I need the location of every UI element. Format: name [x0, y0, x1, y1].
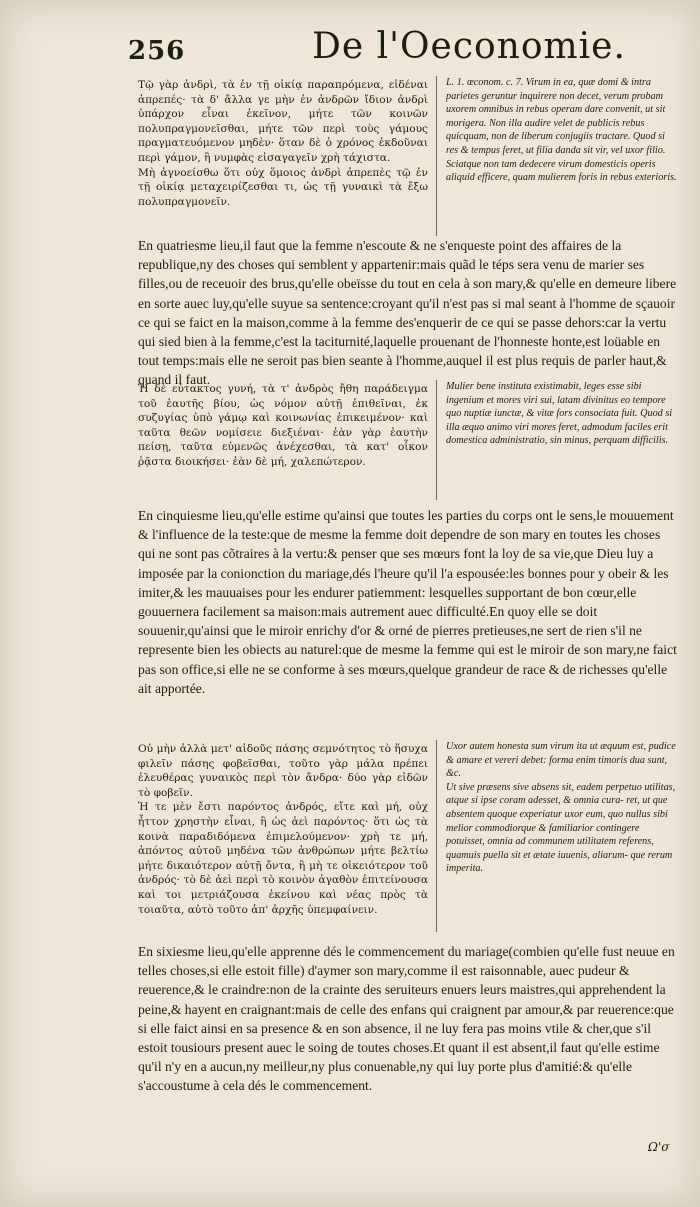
page-number: 256 — [128, 36, 186, 66]
running-title: De l'Oeconomie. — [312, 26, 626, 67]
page-header — [0, 22, 700, 72]
latin-passage-2: Mulier bene instituta existimabit, leges esse sibi ingenium et mores viri sui, latam divinitus eo tempore quo nuptiæ iunctæ, & vitæ fors consociata fuit. Quod si illa æquo animo viri mores feret, admodum faciles erit domestica administratio, sin minus, perquam difficilis. — [446, 381, 673, 447]
catchword: Ω'σ — [648, 1140, 670, 1154]
greek-passage-2: Ἡ δὲ εὐτακτος γυνή, τὰ τ' ἀνδρὸς ἤθη παράδειγμα τοῦ ἑαυτῆς βίου, ὡς νόμον αὐτῇ ἐπιθεῖναι, ἐκ συζυγίας ὑπὸ γάμῳ καὶ κοινωνίας ἐπικειμένον· καὶ ταῦτα θεῶν νομίσειε διεξιέναι· ἐὰν γὰρ ἑαυτὴν πείσῃ, ταῦτα εὐμενῶς ἀνέχεσθαι, τὰ κατ' οἶκον ῥᾷστα διοικήσει· ἐὰν δὲ μή, χαλεπώτερον. — [138, 383, 428, 468]
latin-passage-1: L. 1. œconom. c. 7. Virum in ea, quæ domi & intra parietes geruntur inquirere non decet, verum probam uxorem omnibus in rebus operam dare convenit, ut sit morigera. Non illa audire velet de publicis rebus quicquam, non de liberum conjugiis tractare. Quod si res & tempus feret, ut filia danda sit vir, vel uxor filio. Sciatque non tam dedecere virum domesticis operis aliquid efficere, quam mulierem foris in rebus exterioris. — [446, 77, 677, 184]
greek-passage-3: Οὐ μὴν ἀλλὰ μετ' αἰδοῦς πάσης σεμνότητος τὸ ἥσυχα φιλεῖν πάσης φοβεῖσθαι, τοῦτο γὰρ μάλα πρέπει ἐλευθέρας γυναικὸς περὶ τὸν ἄνδρα· δύο γὰρ εἰδῶν τὸ φοβεῖν. Ἡ τε μὲν ἔστι παρόντος ἀνδρός, εἴτε καὶ μή, οὐχ ἧττον χρηστὴν εἶναι, ἢ ὡς ἀεὶ παρόντος· ὅτι ὡς τὰ κοινὰ παραδιδόμενα ἐπιμελούμενον· χρὴ τε μή, ἀπόντος αὐτοῦ μηδένα τῶν ἀνθρώπων μήτε βελτίω μήτε δικαιότερον αὐτῇ ὄντα, ἢ μὴ τε οἰκειότερον τοῦ ἀνδρός· τὸ δὲ ἀεὶ περὶ τὸ κοινὸν ἀγαθὸν ἐπιτείνουσα καὶ τοι μετριάζουσα ἐκείνου καὶ νέας πρὸς τὰ τοιαῦτα, αὐτὸ τοῦτο ἀπ' ἀρχῆς ὑπεμφαίνειν. — [138, 743, 428, 916]
column-divider-3 — [436, 740, 437, 932]
french-paragraph-3: En sixiesme lieu,qu'elle apprenne dés le commencement du mariage(combien qu'elle fust neuue en telles choses,si elle estoit fille) d'aymer son mary,comme il est raisonnable, auec pudeur & reuerence,& le craindre:non de la crainte des seruiteurs enuers leurs maistres,qui apprehendent la peine,& hayent en craignant:mais de celle des enfans qui craignent par amour,& par reuerence:que si elle faict ainsi en sa presence & en son absence, il ne luy fera pas moins vtile & cher,que s'il estoit tousiours present auec le soing de toutes choses.Et quant il est absent,il faut qu'elle estime qu'il n'y en a aucun,ny meilleur,ny plus conuenable,ny qui luy porte plus d'amitié:& qu'elle s'accoustume à cela dés le commencement. — [138, 944, 675, 1094]
greek-passage-1: Τῷ γὰρ ἀνδρὶ, τὰ ἐν τῇ οἰκίᾳ παραπρόμενα, εἰδέναι ἀπρεπές· τὰ δ' ἄλλα γε μὴν ἐν ἀνδρῶν ἴδιον ἀνδρὶ ὑπάρχον εἶναι ἐκεῖνον, μήτε τῶν κοινῶν πολυπραγμονεῖσθαι, μήτε τῶν περὶ τοὺς γάμους πραγματευόμενον μηδὲν· ὅταν δὲ ὁ χρόνος ἐκδοῦναι περὶ γάμον, ἢ νυμφὰς εἰσαγαγεῖν χρὴ τάχιστα. Μὴ ἀγνοείσθω ὅτι οὐχ ὅμοιος ἀνδρὶ ἀπρεπὲς τῷ ἐν τῇ οἰκίᾳ μεταχειρίζεσθαι τι, ὡς τῇ γυναικὶ τὰ ἔξω πολυπραγμονεῖν. — [138, 79, 428, 208]
french-paragraph-1: En quatriesme lieu,il faut que la femme n'escoute & ne s'enqueste point des affaires de la republique,ny des choses qui semblent y appartenir:mais quãd le téps sera venu de marier ses filles,ou de receuoir des brus,qu'elle obeïsse du tout en cela à son mary,& qu'elle en demeure libere en sorte auec luy,qu'elle suyue sa sentence:croyant qu'il n'est pas si mal seant à l'homme de sçauoir ce qui se faict en la maison,comme à la femme des'enquerir de ce qui se passe dehors:car la vertu qui sied bien à la femme,c'est la taciturnité,laquelle prouenant de l'honneste honte,est loüable en tout temps:mais elle ne seroit pas bien seante à l'homme,auquel il est plus requis de parler haut,& quand il faut. — [138, 238, 677, 388]
latin-passage-3: Uxor autem honesta sum virum ita ut æquum est, pudice & amare et vereri debet: forma enim timoris dua sunt, &c. Ut sive præsens sive absens sit, eadem perpetuo utilitas, atque si ipse coram adesset, & omnia cura- ret, ut que absentem quoque experiatur uxor eum, quo nullus sibi melior commodiorque & familiarior contingere potuisset, omnia ad communem utilitatem referens, quamuis puella sit et ætate iuuenis, aliarum- que rerum imperita. — [446, 741, 676, 875]
column-divider-2 — [436, 380, 437, 500]
column-divider-1 — [436, 76, 437, 236]
french-paragraph-2: En cinquiesme lieu,qu'elle estime qu'ainsi que toutes les parties du corps ont le sens,le mouuement & l'influence de la teste:que de mesme la femme doit dependre de son mary en toutes les choses qui ne sont pas cõtraires à la vertu:& penser que ses mœurs font la loy de sa vie,que Dieu luy a imposée par la conionction du mariage,dés l'heure qu'il l'a espousée:les bonnes pour y obeir & les imiter,& les mauuaises pour les endurer patiemment: lesquelles supportant de bon cœur,elle gouuernera facilement sa maison:mais autrement auec difficulté.En quoy elle se doit souuenir,qu'ainsi que le miroir enrichy d'or & orné de pierres pretieuses,ne sert de rien s'il ne represente bien les obiects au naturel:que de mesme la femme qui est le miroir de son mary,ne faict pas son office,si elle ne se conforme à ses mœurs,quelque grandeur de race & de richesses qu'elle ait apportée. — [138, 508, 677, 696]
